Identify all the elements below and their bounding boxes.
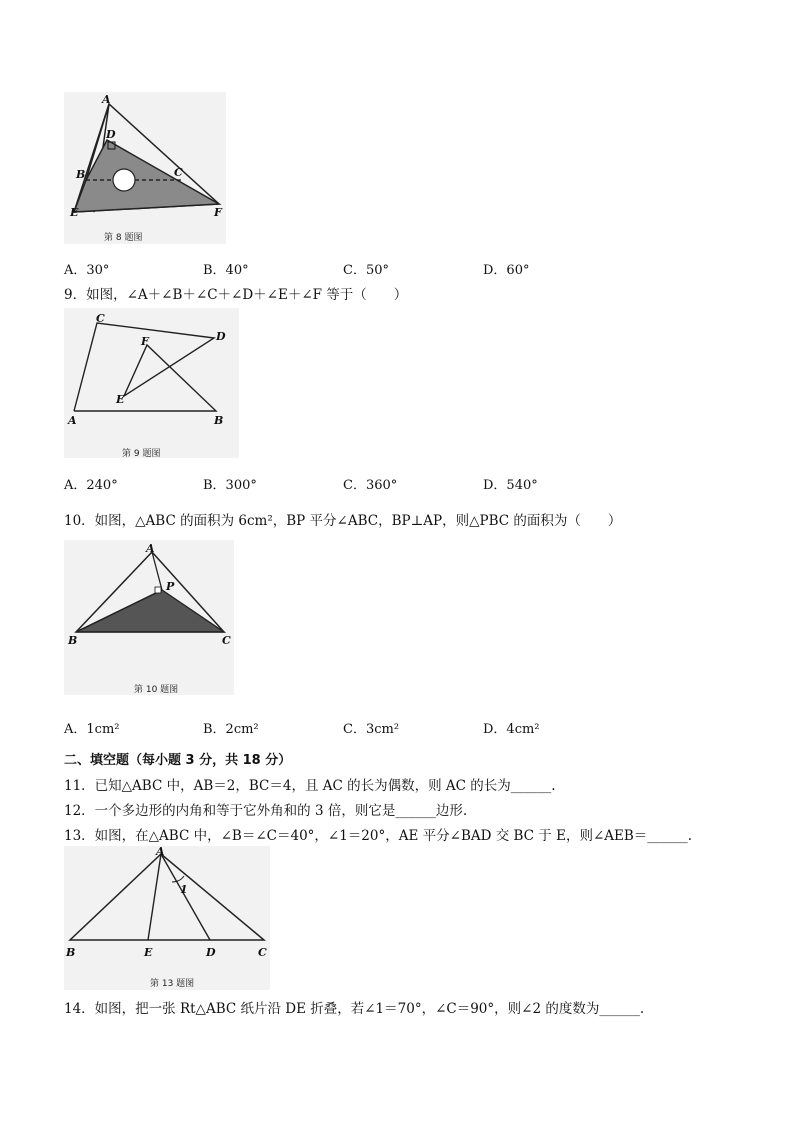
q13-caption: 第 13 题图 [150,979,195,989]
q13-label-1: 1 [180,883,188,896]
q8-label-f: F [214,206,222,219]
q9-label-d: D [216,330,226,343]
q8-label-c: C [174,166,183,179]
q13-label-c: C [258,946,267,959]
q9-option-c: C．360° [343,478,398,493]
q9-label-e: E [116,393,125,406]
q8-option-a: A．30° [64,263,110,278]
q10-label-p: P [166,580,175,593]
q10-option-b: B．2cm² [203,722,259,737]
q13-label-d: D [206,946,216,959]
q8-label-e: E [70,206,79,219]
q10-label-b: B [68,634,78,647]
q11-text: 11．已知△ABC 中，AB＝2，BC＝4，且 AC 的长为偶数，则 AC 的长为______. [64,778,556,794]
q8-figure [64,92,226,244]
q10-option-c: C．3cm² [343,722,400,737]
q8-option-b: B．40° [203,263,249,278]
q9-label-b: B [214,414,224,427]
q10-option-d: D．4cm² [483,722,540,737]
q9-text: 9．如图，∠A＋∠B＋∠C＋∠D＋∠E＋∠F 等于（ ） [64,287,408,303]
q10-caption: 第 10 题图 [134,685,179,695]
q8-option-d: D．60° [483,263,530,278]
q9-option-b: B．300° [203,478,257,493]
q9-option-a: A．240° [64,478,118,493]
q10-option-a: A．1cm² [64,722,120,737]
q8-option-c: C．50° [343,263,389,278]
q9-label-a: A [68,414,77,427]
q13-text: 13．如图，在△ABC 中，∠B＝∠C＝40°，∠1＝20°，AE 平分∠BAD 交 BC 于 E，则∠AEB＝______. [64,828,693,844]
q9-option-d: D．540° [483,478,538,493]
q13-label-a: A [156,846,165,858]
q9-label-f: F [141,335,149,348]
q10-label-a: A [146,542,155,555]
q13-label-b: B [66,946,76,959]
q9-label-c: C [96,312,105,325]
q8-label-d: D [106,128,116,141]
q8-label-a: A [102,93,111,106]
q12-text: 12．一个多边形的内角和等于它外角和的 3 倍，则它是______边形. [64,803,468,819]
q8-label-b: B [76,168,86,181]
q13-label-e: E [144,946,153,959]
q9-caption: 第 9 题图 [122,449,161,459]
q14-text: 14．如图，把一张 Rt△ABC 纸片沿 DE 折叠，若∠1＝70°，∠C＝90°，则∠2 的度数为______. [64,1001,645,1017]
q9-figure [64,308,239,458]
section-2-title: 二、填空题（每小题 3 分，共 18 分） [64,753,292,768]
q10-figure [64,540,234,695]
q10-label-c: C [222,634,231,647]
q13-figure [64,846,270,990]
q10-text: 10．如图，△ABC 的面积为 6cm²，BP 平分∠ABC，BP⊥AP，则△PBC 的面积为（ ） [64,513,622,529]
q8-caption: 第 8 题图 [104,233,143,243]
